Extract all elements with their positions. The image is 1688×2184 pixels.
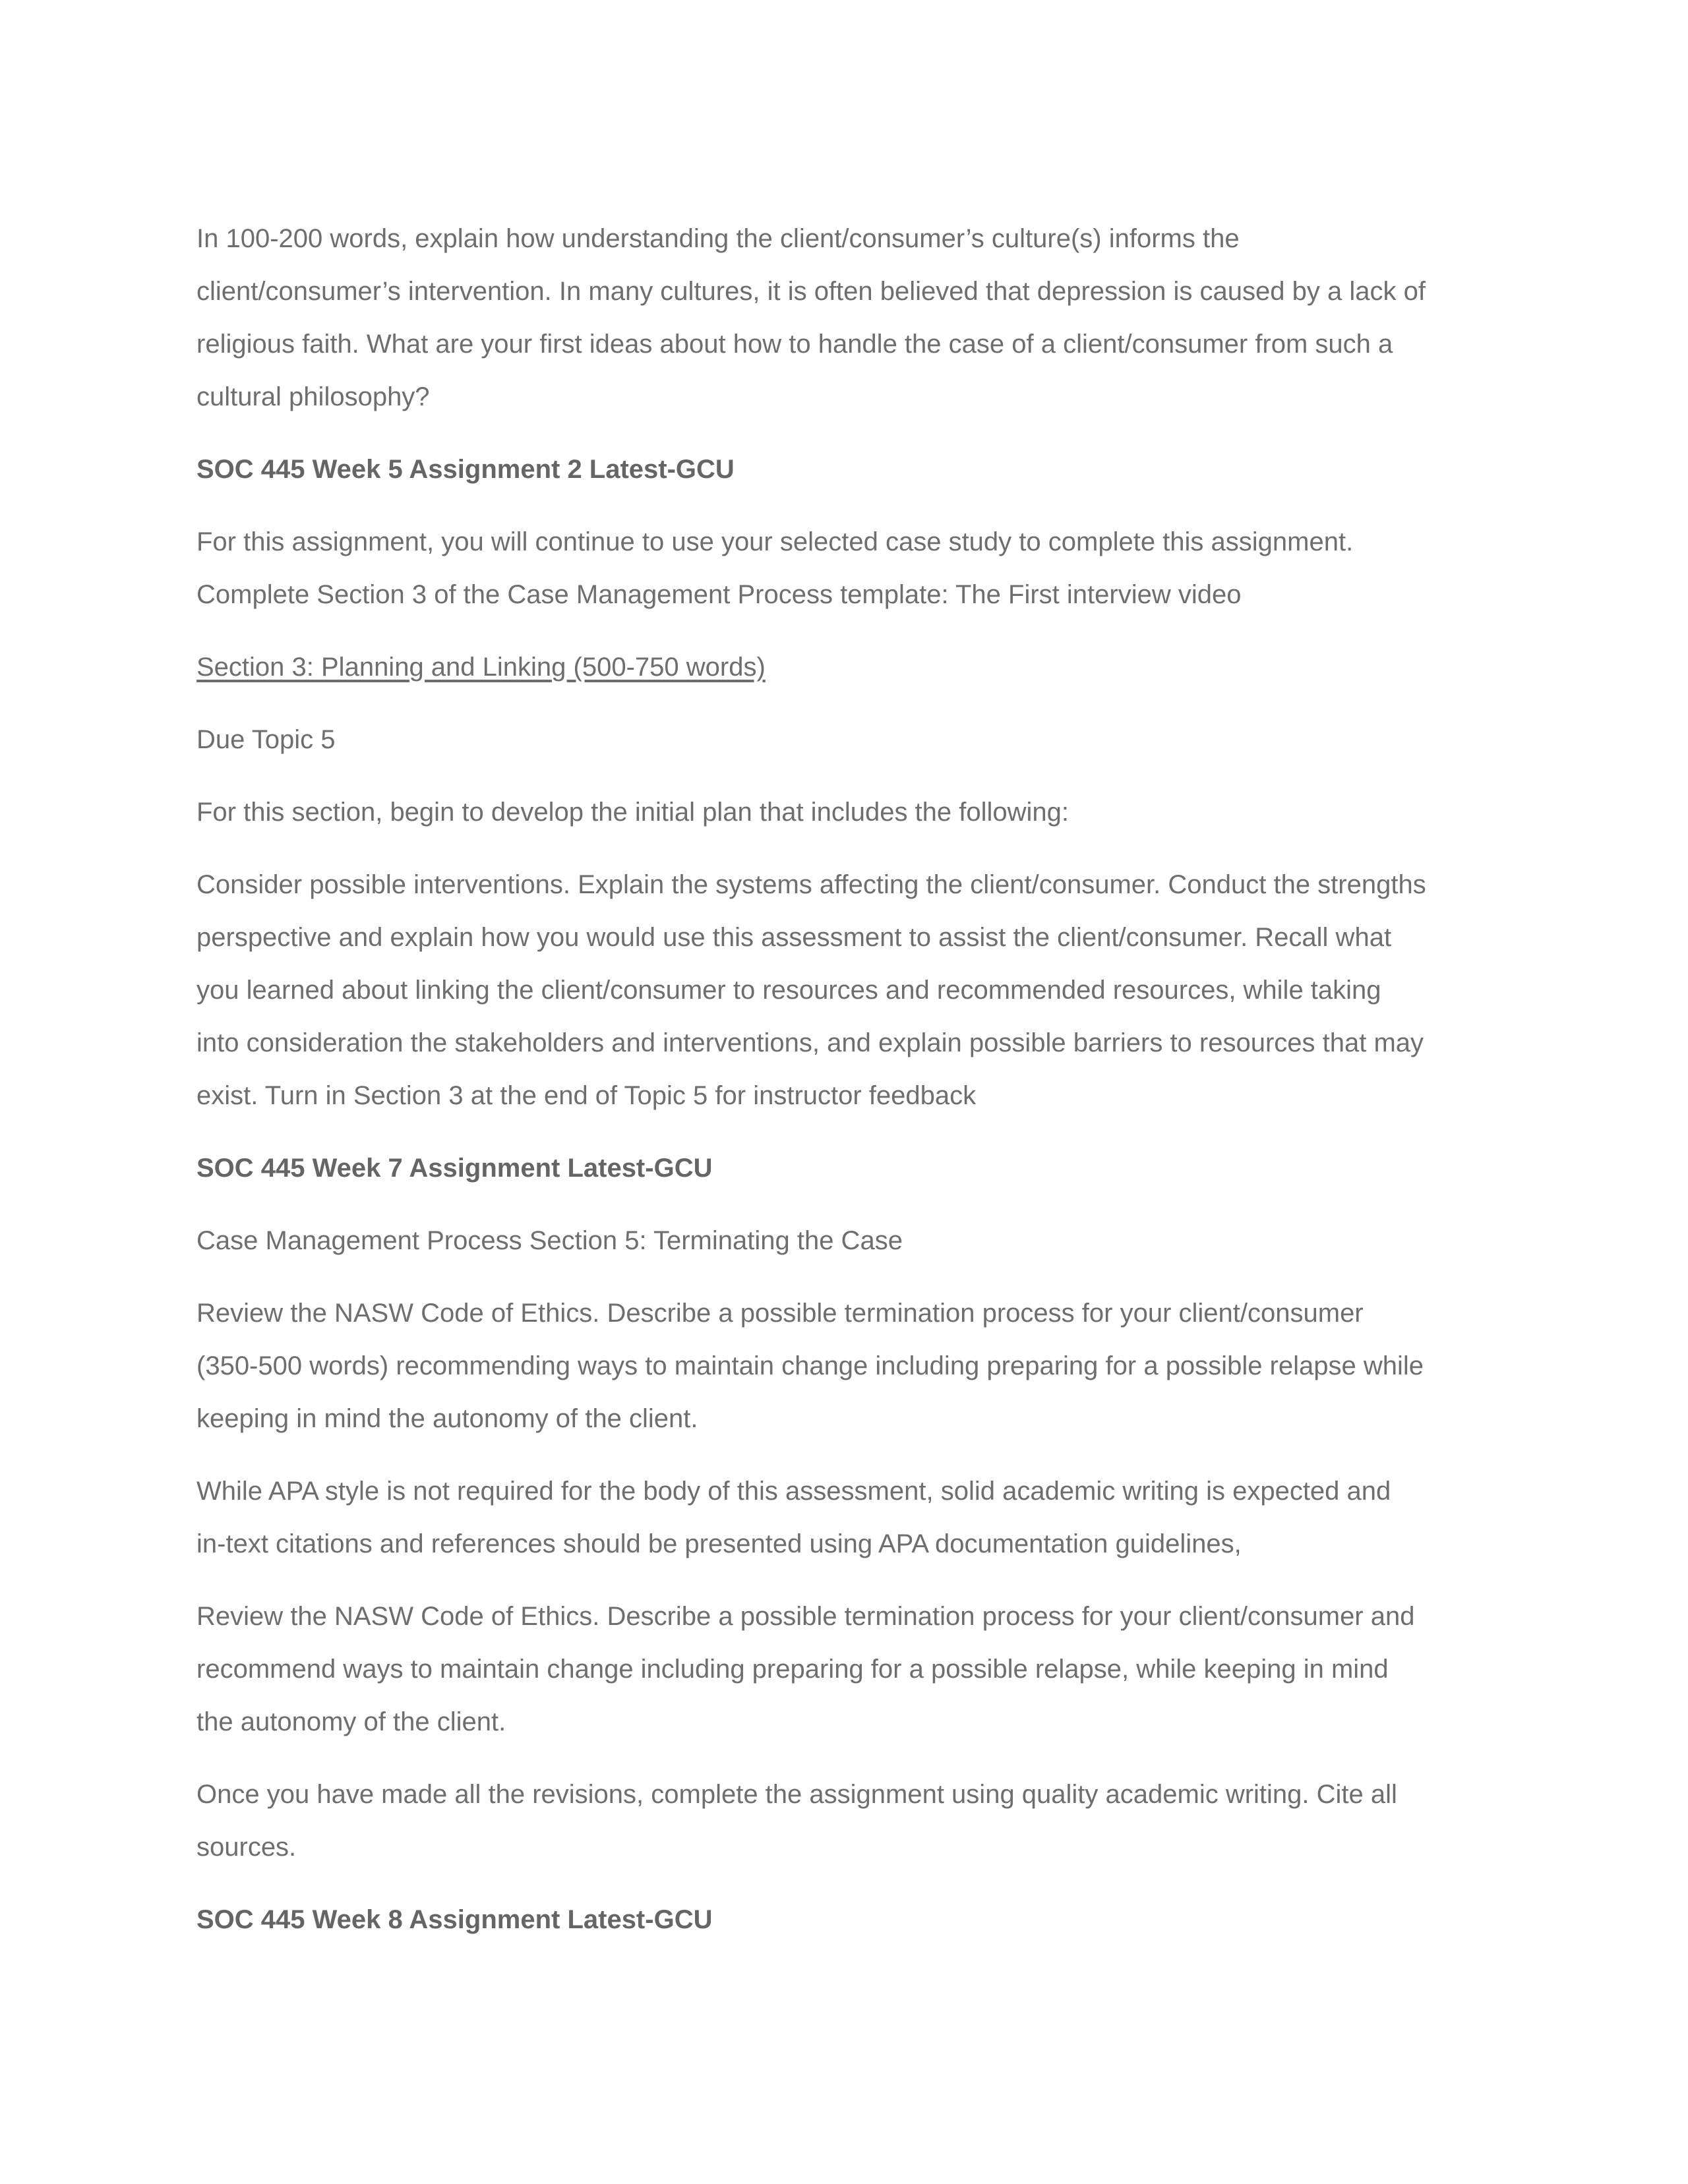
- heading-week8-assignment: SOC 445 Week 8 Assignment Latest-GCU: [196, 1905, 713, 1934]
- text-line: In 100-200 words, explain how understanding the client/consumer’s culture(s) informs the: [196, 224, 1240, 253]
- text-line: For this assignment, you will continue to use your selected case study to complete this assignment.: [196, 527, 1354, 556]
- paragraph-interventions: [196, 858, 1495, 1122]
- paragraph-culture-prompt: [196, 212, 1495, 423]
- text-line: client/consumer’s intervention. In many cultures, it is often believed that depression is caused by a lack of: [196, 277, 1426, 306]
- paragraph-section5-title: [196, 1214, 1495, 1267]
- text-line: the autonomy of the client.: [196, 1707, 506, 1736]
- text-line: in-text citations and references should be presented using APA documentation guidelines,: [196, 1529, 1242, 1558]
- paragraph-due-topic: [196, 713, 1495, 766]
- text-line: you learned about linking the client/consumer to resources and recommended resources, while taking: [196, 976, 1381, 1005]
- text-line: recommend ways to maintain change including preparing for a possible relapse, while keeping in mind: [196, 1655, 1389, 1684]
- text-line: keeping in mind the autonomy of the client.: [196, 1404, 698, 1433]
- underlined-section-title: Section 3: Planning and Linking (500-750 words): [196, 653, 766, 682]
- text-line: While APA style is not required for the body of this assessment, solid academic writing is expected and: [196, 1477, 1391, 1506]
- text-line: Due Topic 5: [196, 725, 336, 754]
- text-line: Consider possible interventions. Explain the systems affecting the client/consumer. Conduct the strengths: [196, 870, 1426, 899]
- paragraph-nasw-review-2: [196, 1590, 1495, 1748]
- text-line: Once you have made all the revisions, complete the assignment using quality academic writing. Cite all: [196, 1780, 1397, 1809]
- text-line: into consideration the stakeholders and interventions, and explain possible barriers to resources that may: [196, 1028, 1424, 1057]
- text-line: Complete Section 3 of the Case Management Process template: The First interview video: [196, 580, 1242, 609]
- paragraph-assignment-intro: [196, 516, 1495, 621]
- paragraph-section-begin: [196, 786, 1495, 839]
- paragraph-revisions: [196, 1768, 1495, 1874]
- text-line: Case Management Process Section 5: Terminating the Case: [196, 1226, 903, 1255]
- text-line: For this section, begin to develop the initial plan that includes the following:: [196, 798, 1070, 827]
- section3-title: [196, 641, 1495, 694]
- paragraph-apa-style: [196, 1465, 1495, 1570]
- text-line: cultural philosophy?: [196, 382, 430, 411]
- text-line: religious faith. What are your first ideas about how to handle the case of a client/consumer from such a: [196, 330, 1393, 359]
- document-body: [196, 212, 1495, 1966]
- text-line: perspective and explain how you would use this assessment to assist the client/consumer. Recall what: [196, 923, 1392, 952]
- text-line: Review the NASW Code of Ethics. Describe a possible termination process for your client/consumer and: [196, 1602, 1415, 1631]
- text-line: exist. Turn in Section 3 at the end of Topic 5 for instructor feedback: [196, 1081, 977, 1110]
- text-line: Review the NASW Code of Ethics. Describe a possible termination process for your client/consumer: [196, 1299, 1364, 1328]
- text-line: (350-500 words) recommending ways to maintain change including preparing for a possible relapse while: [196, 1351, 1424, 1380]
- text-line: sources.: [196, 1833, 297, 1862]
- heading-week7-assignment: SOC 445 Week 7 Assignment Latest-GCU: [196, 1154, 713, 1183]
- heading-week5-assignment2: SOC 445 Week 5 Assignment 2 Latest-GCU: [196, 455, 735, 484]
- paragraph-nasw-review-1: [196, 1287, 1495, 1445]
